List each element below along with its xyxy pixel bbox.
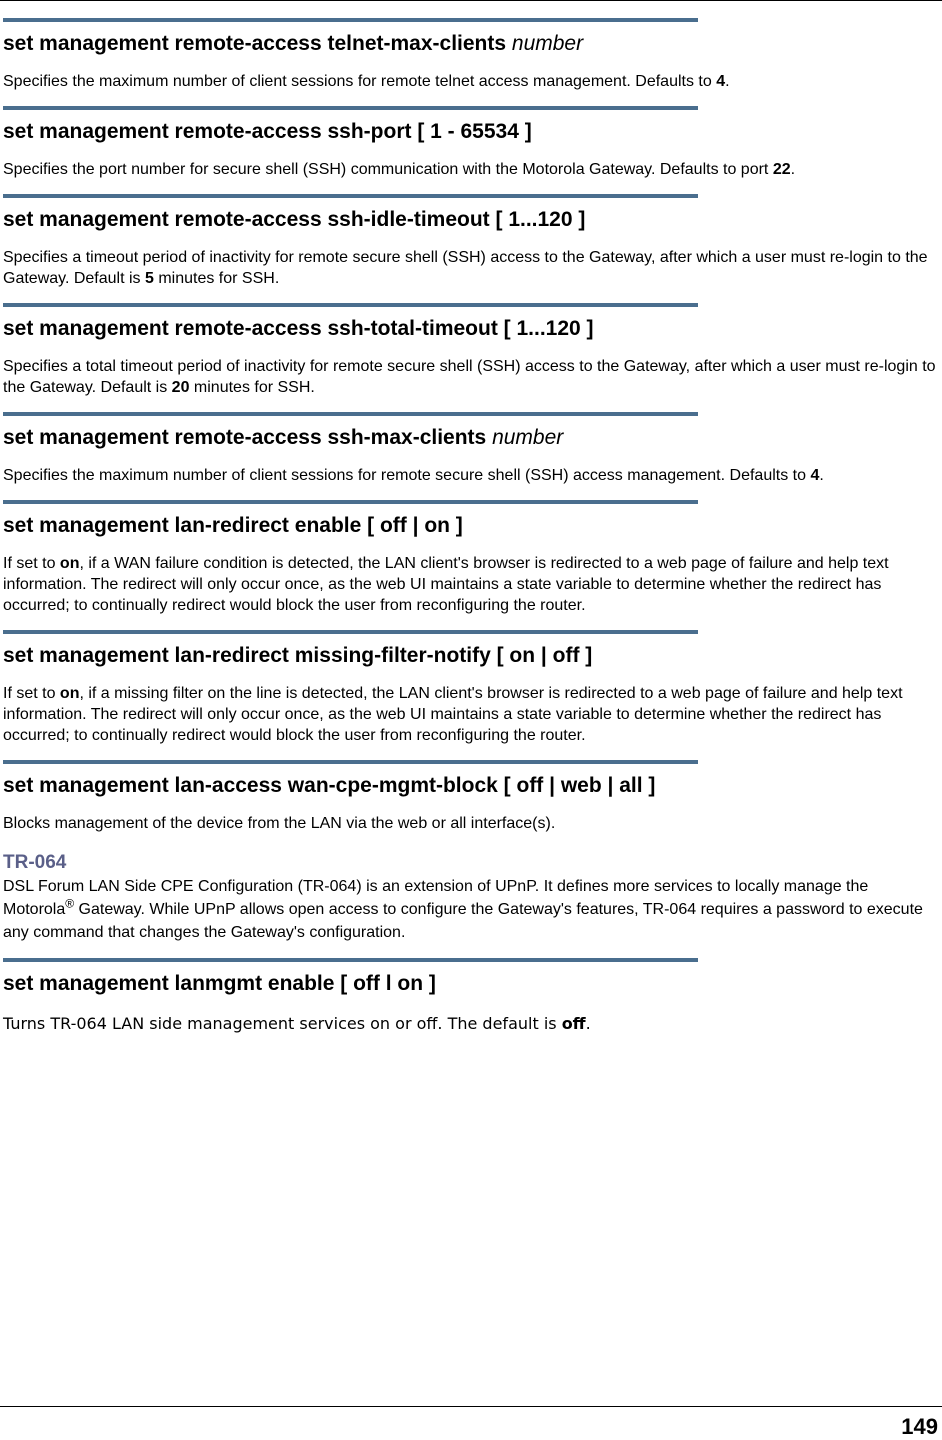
desc-default-value: 20 xyxy=(171,379,190,396)
command-description xyxy=(3,553,938,616)
command-entry xyxy=(3,500,938,616)
tr064-intro xyxy=(3,875,938,944)
command-arg: number xyxy=(511,32,584,55)
desc-text-end: . xyxy=(790,161,796,178)
command-text: set management lan-access wan-cpe-mgmt-block [ off | web | all ] xyxy=(3,774,656,797)
top-border xyxy=(0,0,942,1)
intro-text: DSL Forum LAN Side CPE Configuration (TR-064) is an extension of UPnP. It defines more services to locally manage the Motorola xyxy=(3,878,869,918)
command-entry xyxy=(3,760,938,834)
section-rule xyxy=(3,630,698,634)
command-entry xyxy=(3,194,938,289)
intro-text-end: Gateway. While UPnP allows open access to configure the Gateway's features, TR-064 requires a password to execute any command that changes the Gateway's configuration. xyxy=(3,901,923,941)
desc-default-value: on xyxy=(59,555,80,572)
command-heading xyxy=(3,425,938,451)
desc-default-value: 22 xyxy=(772,161,791,178)
desc-text: If set to xyxy=(3,685,60,702)
command-text: set management lan-redirect enable [ off | on ] xyxy=(3,514,463,537)
desc-default-value: 4 xyxy=(716,73,726,90)
section-rule xyxy=(3,194,698,198)
desc-text-end: , if a WAN failure condition is detected, the LAN client's browser is redirected to a web page of failure and help text information. The redirect will only occur once, as the web UI maintains a state variable to determine whether the redirect has occurred; to continually redirect would block the user from reconfiguring the router. xyxy=(3,555,889,614)
command-text: set management lanmgmt enable [ off l on ] xyxy=(3,972,436,995)
command-heading xyxy=(3,971,938,997)
command-text: set management remote-access ssh-total-timeout [ 1...120 ] xyxy=(3,317,594,340)
desc-text: If set to xyxy=(3,555,60,572)
section-rule xyxy=(3,500,698,504)
command-text: set management remote-access telnet-max-clients xyxy=(3,32,507,55)
section-title-tr064: TR-064 xyxy=(3,852,67,873)
command-heading xyxy=(3,773,938,799)
command-text: set management lan-redirect missing-filter-notify [ on | off ] xyxy=(3,644,593,667)
command-entry xyxy=(3,630,938,746)
command-heading xyxy=(3,513,938,539)
command-text: set management remote-access ssh-port [ 1 - 65534 ] xyxy=(3,120,532,143)
command-heading xyxy=(3,643,938,669)
desc-text: Specifies the port number for secure shell (SSH) communication with the Motorola Gateway. Defaults to port xyxy=(3,161,773,178)
section-rule xyxy=(3,958,698,962)
command-description xyxy=(3,71,938,92)
command-heading xyxy=(3,31,938,57)
desc-default-value: 4 xyxy=(810,467,820,484)
desc-text-end: . xyxy=(585,1014,591,1033)
footer-rule xyxy=(0,1406,942,1407)
desc-text-end: minutes for SSH. xyxy=(189,379,315,396)
command-description xyxy=(3,1013,938,1035)
command-description xyxy=(3,683,938,746)
desc-text: Specifies the maximum number of client sessions for remote secure shell (SSH) access management. Defaults to xyxy=(3,467,811,484)
desc-text-end: . xyxy=(819,467,824,484)
command-entry xyxy=(3,106,938,180)
command-entry xyxy=(3,958,938,1035)
command-entry xyxy=(3,303,938,398)
desc-text-end: , if a missing filter on the line is detected, the LAN client's browser is redirected to a web page of failure and help text information. The redirect will only occur once, as the web UI maintains a state variable to determine whether the redirect has occurred; to continually redirect would block the user from reconfiguring the router. xyxy=(3,685,903,744)
desc-default-value: 5 xyxy=(144,270,154,287)
desc-text: Specifies a timeout period of inactivity for remote secure shell (SSH) access to the Gateway, after which a user must re-login to the Gateway. Default is xyxy=(3,249,928,287)
section-rule xyxy=(3,760,698,764)
section-rule xyxy=(3,412,698,416)
command-text: set management remote-access ssh-max-clients xyxy=(3,426,487,449)
desc-default-value: off xyxy=(561,1014,586,1033)
command-description xyxy=(3,159,938,180)
desc-text: Turns TR-064 LAN side management services on or off. The default is xyxy=(3,1014,562,1033)
desc-text: Blocks management of the device from the LAN via the web or all interface(s). xyxy=(3,815,556,832)
command-heading xyxy=(3,119,938,145)
page-number: 149 xyxy=(901,1414,938,1439)
command-description xyxy=(3,465,938,486)
command-heading xyxy=(3,207,938,233)
desc-text-end: . xyxy=(725,73,730,90)
section-rule xyxy=(3,18,698,22)
desc-text: Specifies a total timeout period of inactivity for remote secure shell (SSH) access to the Gateway, after which a user must re-login to the Gateway. Default is xyxy=(3,358,936,396)
section-rule xyxy=(3,106,698,110)
command-entry xyxy=(3,412,938,486)
command-text: set management remote-access ssh-idle-timeout [ 1...120 ] xyxy=(3,208,586,231)
page-content xyxy=(3,18,938,1051)
command-entry xyxy=(3,18,938,92)
command-description xyxy=(3,813,938,834)
desc-text: Specifies the maximum number of client sessions for remote telnet access management. Defaults to xyxy=(3,73,717,90)
desc-text-end: minutes for SSH. xyxy=(153,270,280,287)
command-arg: number xyxy=(492,426,564,449)
command-description xyxy=(3,247,938,289)
section-rule xyxy=(3,303,698,307)
registered-mark: ® xyxy=(65,896,75,911)
command-description xyxy=(3,356,938,398)
desc-default-value: on xyxy=(59,685,80,702)
command-heading xyxy=(3,316,938,342)
